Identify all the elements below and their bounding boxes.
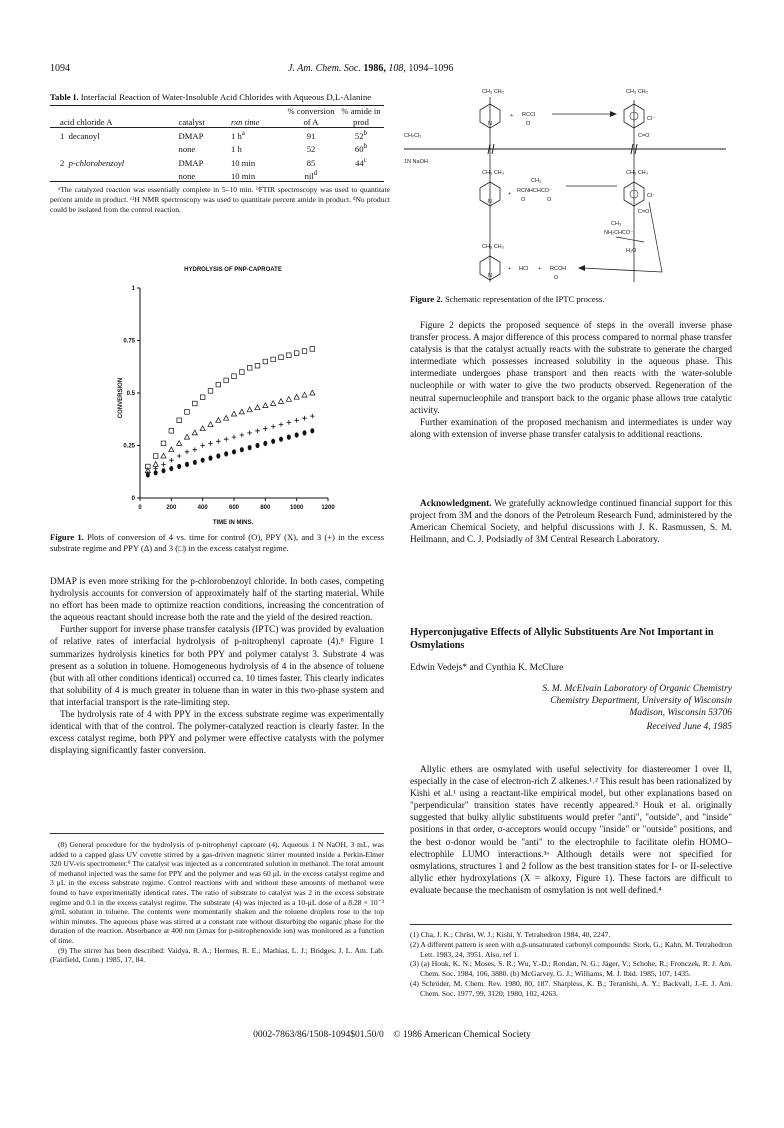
left-body [50,576,384,757]
table-1 [50,92,390,214]
data-point [279,355,284,360]
x-tick-label: 1200 [321,505,335,511]
footnote-rule [410,924,732,925]
data-point [263,403,268,408]
y-tick-label: 0.75 [123,338,135,345]
data-point [153,454,158,459]
amide-product-label: RCNHCHCO⁻ [517,188,552,194]
svg-text:CH₃: CH₃ [531,178,542,184]
ppy-catalyst-molecule [480,89,504,128]
data-point [263,426,268,431]
data-point [216,382,221,387]
organic-phase-label: CH₂Cl₂ [404,133,422,139]
data-point [162,468,166,473]
data-point [263,441,267,446]
svg-text:CH₃ CH₃: CH₃ CH₃ [626,89,648,95]
alanine-label: NH₂CHCO⁻ [604,230,634,236]
data-point [161,441,166,446]
data-point [192,430,197,435]
right-body [410,320,732,441]
table-row: 2 p-chlorobenzoyl DMAP 10 min 85 44$^c$ [60,155,367,168]
data-point [294,351,299,356]
svg-text:C=O: C=O [638,209,650,215]
data-point [201,458,205,463]
paragraph: Further examination of the proposed mechanism and intermediates is under way along with extension of inverse phase transfer catalysis to additional reactions. [410,417,732,440]
data-point [295,432,299,437]
data-point [310,347,315,352]
svg-text:N: N [488,273,492,279]
chart-points [145,347,315,478]
svg-text:+: + [508,191,512,197]
paragraph: The hydrolysis rate of 4 with PPY in the excess substrate regime was experimentally identical with that of the control. The polymer-catalyzed reaction is clearly faster. In the excess catalyst regime, both PPY and polymer were effective catalysts with the polymer displaying significantly faster conversion. [50,710,384,757]
data-point [216,453,220,458]
acylpyridinium-molecule [624,89,655,139]
svg-text:Cl⁻: Cl⁻ [647,116,656,122]
svg-text:O: O [521,197,526,203]
svg-text:CH₃ CH₃: CH₃ CH₃ [626,170,648,176]
affiliation: S. M. McElvain Laboratory of Organic Chemistry Chemistry Department, University of Wisconsin Madison, Wisconsin 53706 Received June 4, 1985 [410,683,732,733]
arrow-icon [610,111,617,117]
data-point [294,394,299,399]
footnote-rule [50,833,384,834]
hcl-label: HCl [519,266,529,272]
data-point [263,359,268,364]
x-tick-label: 800 [260,505,271,511]
data-point [153,462,158,467]
article-title: Hyperconjugative Effects of Allylic Substituents Are Not Important in Osmylations [410,627,714,651]
reference: (3) (a) Houk, K. N.; Moses, S. R.; Wu, Y.-D.; Rondan, N. G.; Jäger, V.; Schohe, R.; Fronczek, R. J. Am. Chem. Soc. 1984, 106, 3880. (b) McGarvey, G. J.; Williams, M. J. Ibid. 1985, 107, 1435. [410,959,732,979]
data-point [169,458,174,463]
figure-2-caption: Figure 2. Schematic representation of the IPTC process. [410,294,605,304]
reference: (8) General procedure for the hydrolysis of p-nitrophenyl caproate (4). Aqueous 1 N NaOH, 3 mL, was added to a capped glass UV cuvette stirred by a gas-driven magnetic stirrer mounted inside a Perkin-Elmer 320 UV-vis spectrometer.⁹ The catalyst was injected as a concentrated solution in methanol. The total amount of methanol injected was the same for PPY and the polymer and was 60 μL in the excess catalyst regime and 3 μL in the excess substrate regime. Control reactions with and without these amounts of methanol were found to have experimentally identical rates. The ratio of substrate to catalyst was 2 in the excess substrate regime and 0.1 in the excess catalyst regime. The substrate (4) was injected as a 10-μL dose of a 8.28 × 10⁻³ g/mL solution in toluene. The contents were momentarily shaken and the toluene droplets rose to the top within minutes. The aqueous phase was stirred at a constant rate without disturbing the organic phase for the duration of the reaction. Absorbance at 400 nm (λmax for p-nitrophenoxide ion) was monitored as a function of time. [50,840,384,945]
data-point [287,435,291,440]
figure-2-scheme [404,82,734,292]
data-point [310,414,315,419]
data-point [240,370,245,375]
y-tick-label: 0.25 [123,443,135,450]
received-date: Received June 4, 1985 [646,722,732,732]
ppy-catalyst-molecule [480,170,504,206]
reference: (9) The stirrer has been described: Vaidya, R. A.; Hermes, R. E.; Mathias, L. J.; Bridges, J. L. Am. Lab. (Fairfield, Conn.) 1985, 17, 84. [50,945,384,965]
svg-text:Cl⁻: Cl⁻ [647,193,656,199]
data-point [154,470,158,475]
data-point [279,422,284,427]
data-point [169,429,174,434]
y-tick-label: 1 [131,286,135,292]
data-point [271,357,276,362]
page-number: 1094 [50,63,70,74]
data-point [161,462,166,467]
data-point [256,443,260,448]
table-row: none 10 min nil$^d$ [50,168,384,182]
data-point [208,422,213,427]
data-point [185,450,190,455]
svg-text:CH₃ CH₃: CH₃ CH₃ [482,244,504,250]
data-point [302,392,307,397]
svg-text:C=O: C=O [638,133,650,139]
x-tick-label: 600 [228,505,240,511]
acknowledgment: Acknowledgment. We gratefully acknowledge continued financial support for this project from 3M and the donors of the Petroleum Research Fund, administered by the American Chemical Society, and helpful discussions with J. K. Rasmussen, S. M. Heilmann, and C. J. Podsiadly of 3M Central Research Laboratory. [410,499,732,546]
data-point [216,439,221,444]
left-references [50,840,384,965]
data-point [209,456,213,461]
data-point [224,451,228,456]
data-point [255,405,260,410]
svg-text:+: + [508,266,512,272]
data-point [279,437,283,442]
data-point [302,349,307,354]
x-tick-label: 200 [166,505,177,511]
data-point [177,441,182,446]
acid-label: RCOH [550,266,567,272]
data-point [278,399,283,404]
svg-text:O: O [526,121,531,127]
data-point [169,447,174,452]
table-title: Table I. Interfacial Reaction of Water-Insoluble Acid Chlorides with Aqueous D,L-Alanine [50,92,372,102]
data-point [177,418,182,423]
data-point [271,424,276,429]
data-point [216,418,221,423]
data-point [231,411,236,416]
data-point [240,447,244,452]
table-grid [50,105,384,182]
svg-text:O: O [547,197,552,203]
data-point [208,389,213,394]
data-point [255,363,260,368]
data-point [248,445,252,450]
data-point [303,430,307,435]
data-point [240,433,245,438]
x-tick-label: 1000 [289,505,304,511]
figure-1 [110,258,340,528]
table-row: 1 decanoyl DMAP 1 $h^a$ 91 52$^b$ [50,128,384,142]
data-point [286,397,291,402]
x-tick-label: 0 [138,505,142,511]
y-tick-label: 0.5 [126,391,135,397]
data-point [200,395,205,400]
data-point [255,429,260,434]
data-point [239,409,244,414]
article-authors: Edwin Vedejs* and Cynthia K. McClure [410,663,564,673]
data-point [294,418,299,423]
figure-1-chart [110,258,340,528]
chart-title: HYDROLYSIS OF PNP-CAPROATE [184,267,282,273]
data-point [287,353,292,358]
data-point [193,460,197,465]
reference: (1) Cha, J. K.; Christ, W. J.; Kishi, Y. Tetrahedron 1984, 40, 2247. [410,930,611,939]
data-point [302,416,307,421]
page-footer: 0002-7863/86/1508-1094$01.50/0 © 1986 American Chemical Society [253,1030,531,1040]
x-axis-label: TIME IN MINS. [212,520,254,526]
data-point [247,407,252,412]
data-point [247,366,252,371]
data-point [208,441,213,446]
data-point [310,428,314,433]
y-ticks [123,286,140,502]
acid-chloride-label: RCCl [522,112,536,118]
svg-text:CH₃ CH₃: CH₃ CH₃ [482,170,504,176]
data-point [224,415,229,420]
arrow-icon [578,265,585,271]
figure-2 [404,82,734,292]
data-point [271,439,275,444]
data-point [184,434,189,439]
article-body: Allylic ethers are osmylated with useful selectivity for diastereomer I over II, especially in the case of electron-rich Z alkenes.¹˒² This result has been rationalized by Kishi et al.¹ using a reactant-like empirical model, but other explanations based on "perpendicular" transition states have recently appeared.³ Houk et al. originally suggested that bulky allylic substituents would prefer "anti", "outside", and "inside" positions in that order, σ-acceptors would occupy "inside" or "outside" positions, and the best σ-donor would be "anti" to the electrophile to facilitate olefin HOMO–electrophile LUMO interactions.³ᵃ Although details were not specified for osmylations, structures 1 and 2 follow as the best transition states for I- or II-selective allylic ether hydroxylations (X = alkoxy, Figure 1). These factors are difficult to evaluate because the mechanism of osmylation is not well defined.⁴ [410,765,732,896]
data-point [161,453,166,458]
data-point [232,374,237,379]
data-point [185,410,190,415]
chart-axes [140,288,328,498]
paragraph: Further support for inverse phase transfer catalysis (IPTC) was provided by evaluation of relative rates of interfacial hydrolysis of p-nitrophenyl caproate (4).⁸ Figure 1 summarizes hydrolysis kinetics for both PPY and polymer catalyst 3. Substrate 4 was present as a solution in toluene. Homogeneous hydrolysis of 4 in the absence of toluene (but with all other conditions identical) occurred ca. 10 times faster. This clearly indicates that solubility of 4 is much greater in toluene than in water in this two-phase system and that interfacial transport is the rate-limiting step. [50,625,384,708]
ppy-catalyst-molecule [480,244,504,280]
data-point [232,435,237,440]
data-point [224,378,229,383]
x-tick-label: 400 [197,505,208,511]
data-point [224,437,229,442]
data-point [146,472,150,477]
y-tick-label: 0 [131,496,135,502]
paragraph: DMAP is even more striking for the p-chlorobenzoyl chloride. In both cases, competing hydrolysis accounts for conversion of approximately half of the starting material. While no effort has been made to optimize reaction conditions, increasing the concentration of the aqueous reactant should increase both the rate and the yield of the desired reaction. [50,577,384,624]
data-point [193,401,198,406]
data-point [247,431,252,436]
y-axis-label: CONVERSION [118,377,124,419]
journal-citation: J. Am. Chem. Soc. 1986, 108, 1094–1096 [288,63,454,74]
x-ticks [138,498,335,511]
reference: (2) A different pattern is seen with α,β-unsaturated carbonyl compounds: Stork, G.; Kahn, M. Tetrahedron Lett. 1983, 24, 3951. Also, ref 1. [410,939,732,959]
data-point [232,449,236,454]
svg-text:CH₃: CH₃ [611,221,622,227]
data-point [177,454,182,459]
table-header-row: acid chloride A catalyst rxn time % conversion of A % amide in prod [60,106,381,127]
data-point [200,443,205,448]
data-point [169,466,173,471]
data-point [310,390,315,395]
data-point [287,420,292,425]
data-point [193,447,198,452]
article-references [410,930,732,999]
paragraph: Figure 2 depicts the proposed sequence of steps in the overall inverse phase transfer process. A major difference of this process compared to normal phase transfer catalysis is that the catalyst actually reacts with the substrate to generate the charged intermediate which possesses increased solubility in the aqueous phase. This intermediate undergoes phase transport and then reacts with the water-soluble nucleophile or with water to give the two products observed. Regeneration of the neutral supernucleophile and transport back to the organic phase allows true catalytic activity. [410,321,732,416]
svg-text:H₂O: H₂O [626,248,637,254]
data-point [200,426,205,431]
svg-text:CH₃ CH₃: CH₃ CH₃ [482,89,504,95]
data-point [177,464,181,469]
data-point [271,401,276,406]
table-row: none 1 h 52 60$^b$ [178,142,368,155]
article-header [410,626,732,733]
reference: (4) Schröder, M. Chem. Rev. 1980, 80, 187. Sharpless, K. B.; Teranishi, A. Y.; Backvall, J.-E. J. Am. Chem. Soc. 1977, 99, 3120; 1980, 102, 4263. [410,978,732,998]
figure-1-caption: Figure 1. Plots of conversion of 4 vs. time for control (O), PPY (X), and 3 (+) in the excess substrate regime and PPY (Δ) and 3 (□) in the excess catalyst regime. [50,532,384,553]
aqueous-phase-label: 1N NaOH [404,159,428,165]
svg-text:+: + [510,113,514,119]
svg-text:+: + [538,266,542,272]
data-point [185,462,189,467]
svg-text:N: N [488,199,492,205]
svg-text:N: N [488,121,492,127]
svg-text:O: O [554,275,559,281]
table-footnotes: ᵃThe catalyzed reaction was essentially complete in 5–10 min. ᵇFTIR spectroscopy was used to quantitate percent amide in product. ᶜ¹H NMR spectroscopy was used to quantitate percent amide in product. ᵈNo product could be isolated from the control reaction. [50,185,390,214]
